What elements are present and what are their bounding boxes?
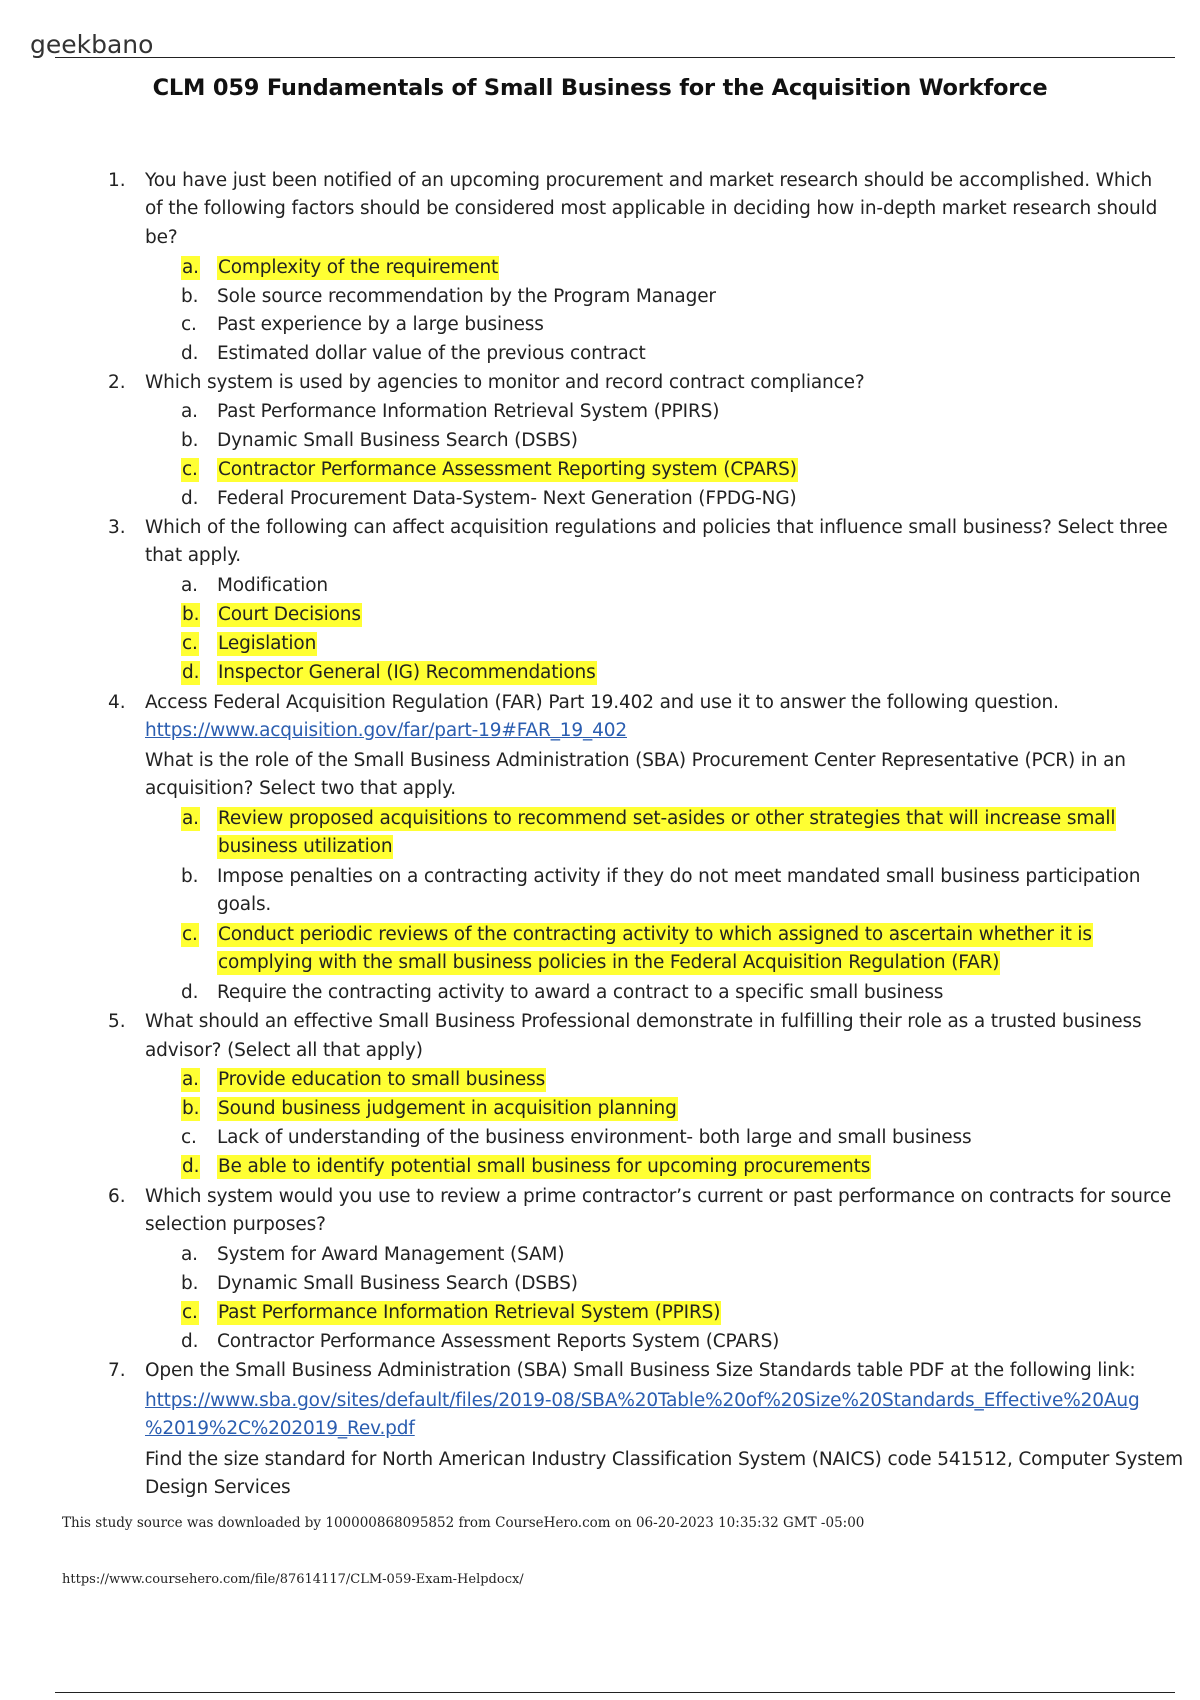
footer-rule <box>55 1692 1175 1693</box>
download-notice: This study source was downloaded by 100000868095852 from CourseHero.com on 06-20-2023 10:35:32 GMT -05:00 <box>62 1515 865 1531</box>
sba-size-standards-link[interactable]: https://www.sba.gov/sites/default/files/2019-08/SBA%20Table%20of%20Size%20Standards_Effective%20Aug <box>145 1390 1140 1411</box>
question-text: You have just been notified of an upcoming procurement and market research should be accomplished. Which <box>145 170 1153 191</box>
answer-option: Federal Procurement Data-System- Next Generation (FPDG-NG) <box>217 488 797 509</box>
question-text: Find the size standard for North American Industry Classification System (NAICS) code 541512, Computer System <box>145 1449 1183 1470</box>
question-text: Access Federal Acquisition Regulation (FAR) Part 19.402 and use it to answer the following question. <box>145 692 1059 713</box>
answer-option-highlighted: Conduct periodic reviews of the contracting activity to which assigned to ascertain whether it is <box>218 924 1092 945</box>
answer-option-highlighted: Court Decisions <box>218 604 361 625</box>
question-text: What should an effective Small Business Professional demonstrate in fulfilling their role as a trusted business <box>145 1011 1142 1032</box>
option-letter: a. <box>182 808 199 829</box>
sba-size-standards-link-cont[interactable]: %2019%2C%202019_Rev.pdf <box>145 1418 415 1439</box>
option-letter: b. <box>182 604 200 625</box>
option-letter: c. <box>182 1302 198 1323</box>
question-text: Open the Small Business Administration (SBA) Small Business Size Standards table PDF at the following link: <box>145 1360 1136 1381</box>
answer-option-highlighted: Be able to identify potential small business for upcoming procurements <box>218 1156 871 1177</box>
question-text: acquisition? Select two that apply. <box>145 778 456 799</box>
page-title: CLM 059 Fundamentals of Small Business for the Acquisition Workforce <box>152 75 1048 101</box>
question-number: 1. <box>108 170 126 191</box>
option-letter: d. <box>181 1331 199 1352</box>
option-letter: c. <box>181 314 197 335</box>
option-letter: d. <box>181 982 199 1003</box>
option-letter: a. <box>181 401 198 422</box>
answer-option-highlighted: complying with the small business policies in the Federal Acquisition Regulation (FAR) <box>218 952 1000 973</box>
question-text: Design Services <box>145 1477 291 1498</box>
option-letter: c. <box>182 633 198 654</box>
option-letter: b. <box>182 1098 200 1119</box>
answer-option-highlighted: Contractor Performance Assessment Reporting system (CPARS) <box>218 459 797 480</box>
answer-option: Dynamic Small Business Search (DSBS) <box>217 1273 578 1294</box>
option-letter: c. <box>181 1127 197 1148</box>
option-letter: b. <box>181 866 199 887</box>
question-number: 7. <box>108 1360 126 1381</box>
answer-option-highlighted: Legislation <box>218 633 317 654</box>
option-letter: a. <box>182 1069 199 1090</box>
question-text: Which system would you use to review a prime contractor’s current or past performance on contracts for source <box>145 1186 1172 1207</box>
answer-option: Require the contracting activity to award a contract to a specific small business <box>217 982 944 1003</box>
answer-option: Estimated dollar value of the previous contract <box>217 343 646 364</box>
question-text: What is the role of the Small Business Administration (SBA) Procurement Center Representative (PCR) in an <box>145 750 1126 771</box>
far-part-19-link[interactable]: https://www.acquisition.gov/far/part-19#FAR_19_402 <box>145 720 627 741</box>
option-letter: b. <box>181 430 199 451</box>
option-letter: d. <box>182 662 200 683</box>
option-letter: d. <box>181 343 199 364</box>
option-letter: d. <box>182 1156 200 1177</box>
answer-option-highlighted: business utilization <box>218 836 393 857</box>
question-text: advisor? (Select all that apply) <box>145 1040 423 1061</box>
header-rule <box>55 57 1175 58</box>
question-number: 3. <box>108 517 126 538</box>
option-letter: c. <box>182 924 198 945</box>
question-number: 2. <box>108 372 126 393</box>
source-url[interactable]: https://www.coursehero.com/file/87614117/CLM-059-Exam-Helpdocx/ <box>62 1572 524 1587</box>
answer-option: Modification <box>217 575 328 596</box>
answer-option-highlighted: Review proposed acquisitions to recommend set-asides or other strategies that will increase small <box>218 808 1116 829</box>
answer-option-highlighted: Past Performance Information Retrieval System (PPIRS) <box>218 1302 721 1323</box>
answer-option-highlighted: Sound business judgement in acquisition planning <box>218 1098 677 1119</box>
option-letter: b. <box>181 1273 199 1294</box>
question-text: Which system is used by agencies to monitor and record contract compliance? <box>145 372 865 393</box>
question-number: 6. <box>108 1186 126 1207</box>
answer-option: System for Award Management (SAM) <box>217 1244 565 1265</box>
option-letter: a. <box>181 1244 198 1265</box>
option-letter: a. <box>182 257 199 278</box>
answer-option-highlighted: Provide education to small business <box>218 1069 546 1090</box>
answer-option: Dynamic Small Business Search (DSBS) <box>217 430 578 451</box>
question-number: 5. <box>108 1011 126 1032</box>
option-letter: c. <box>182 459 198 480</box>
answer-option: Impose penalties on a contracting activity if they do not meet mandated small business participation <box>217 866 1141 887</box>
question-text: that apply. <box>145 545 241 566</box>
option-letter: b. <box>181 286 199 307</box>
question-number: 4. <box>108 692 126 713</box>
option-letter: a. <box>181 575 198 596</box>
answer-option: Sole source recommendation by the Program Manager <box>217 286 716 307</box>
question-text: be? <box>145 227 178 248</box>
answer-option-highlighted: Complexity of the requirement <box>218 257 499 278</box>
answer-option: Past experience by a large business <box>217 314 544 335</box>
question-text: Which of the following can affect acquisition regulations and policies that influence small business? Select three <box>145 517 1168 538</box>
answer-option-highlighted: Inspector General (IG) Recommendations <box>218 662 596 683</box>
question-text: of the following factors should be considered most applicable in deciding how in-depth market research should <box>145 198 1158 219</box>
question-text: selection purposes? <box>145 1214 326 1235</box>
answer-option: Contractor Performance Assessment Reports System (CPARS) <box>217 1331 780 1352</box>
answer-option: goals. <box>217 894 272 915</box>
option-letter: d. <box>181 488 199 509</box>
brand-watermark: geekbano <box>30 30 154 59</box>
answer-option: Past Performance Information Retrieval System (PPIRS) <box>217 401 720 422</box>
answer-option: Lack of understanding of the business environment- both large and small business <box>217 1127 972 1148</box>
